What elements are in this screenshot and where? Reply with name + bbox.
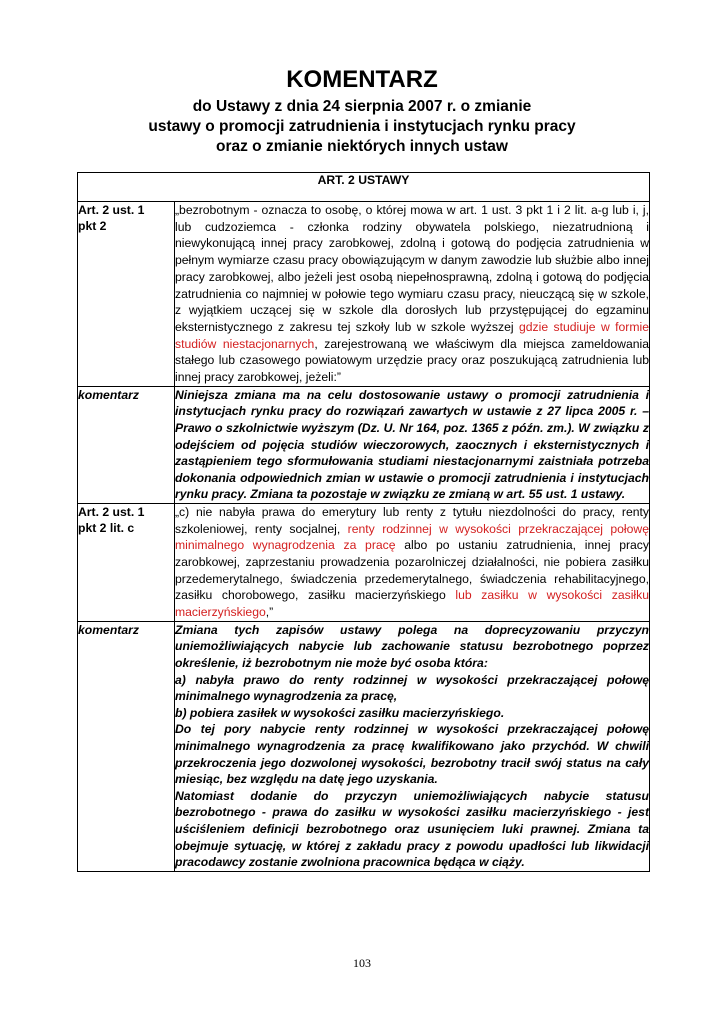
table-row [78, 386, 650, 503]
subtitle-line: ustawy o promocji zatrudnienia i instytucjach rynku pracy [148, 118, 576, 135]
amended-text: lub zasiłku w wysokości zasiłku macierzyńskiego [175, 588, 649, 620]
table-heading: ART. 2 USTAWY [78, 173, 650, 202]
table-row [78, 202, 650, 387]
article-text-part: „bezrobotnym - oznacza to osobę, o której mowa w art. 1 ust. 3 pkt 1 i 2 lit. a-g lub i, j, lub cudzoziemca - członka rodziny obywatela polskiego, niezatrudnioną i niewykonującą innej pracy zarobkowej, zdolną i gotową do podjęcia zatrudnienia w pełnym wymiarze czasu pracy obowiązującym w danym zawodzie lub służbie albo innej pracy zarobkowej, albo jeżeli jest osobą niepełnosprawną, zdolną i gotową do podjęcia zatrudnienia co najmniej w połowie tego wymiaru czasu pracy, nieuczącą się w szkole, z wyjątkiem uczącej się w szkole dla dorosłych lub przystępującej do egzaminu eksternistycznego z zakresu tej szkoły lub w szkole wyższej [175, 203, 649, 334]
comment-paragraph: Natomiast dodanie do przyczyn uniemożliwiających nabycie statusu bezrobotnego - prawa do zasiłku w wysokości zasiłku macierzyńskiego - jest uściśleniem definicji bezrobotnego oraz usunięciem luki prawnej. Zmiana ta obejmuje sytuację, w której z zakładu pracy z powodu upadłości lub likwidacji pracodawcy zostanie zwolniona pracownica będąca w ciąży. [175, 788, 649, 870]
document-subtitle [0, 97, 724, 157]
article-reference-line: pkt 2 [78, 219, 107, 234]
table-row [78, 503, 650, 621]
article-text [175, 503, 650, 621]
article-text-part: albo po ustaniu zatrudnienia, innej pracy zarobkowej, zaprzestaniu prowadzenia pozarolniczej działalności, nie pobiera zasiłku przedemerytalnego, świadczenia przedemerytalnego, świadczenia rehabilitacyjnego, zasiłku chorobowego, zasiłku macierzyńskiego [175, 538, 649, 603]
article-reference [78, 503, 175, 621]
comment-list-item: a) nabyła prawo do renty rodzinnej w wysokości przekraczającej połowę minimalnego wynagrodzenia za pracę, [175, 672, 649, 704]
article-text [175, 202, 650, 387]
comment-label: komentarz [78, 386, 175, 503]
article-text-part: , zarejestrowaną we właściwym dla miejsca zameldowania stałego lub czasowego powiatowym urzędzie pracy oraz poszukującą zatrudnienia lub innej pracy zarobkowej, jeżeli:” [175, 336, 649, 385]
subtitle-line: oraz o zmianie niektórych innych ustaw [216, 138, 508, 155]
article-reference [78, 202, 175, 387]
commentary-table [77, 172, 650, 872]
comment-paragraph: Zmiana tych zapisów ustawy polega na doprecyzowaniu przyczyn uniemożliwiających nabycie lub zachowanie statusu bezrobotnego poprzez określenie, iż bezrobotnym nie może być osoba która: [175, 622, 649, 670]
page-number: 103 [353, 956, 371, 970]
document-title: KOMENTARZ [286, 66, 438, 93]
table-heading-row [78, 173, 650, 202]
article-reference-line: pkt 2 lit. c [78, 521, 135, 536]
amended-text: renty rodzinnej w wysokości przekraczającej połowę minimalnego wynagrodzenia za pracę [175, 521, 649, 553]
comment-paragraph: Do tej pory nabycie renty rodzinnej w wysokości przekraczającej połowę minimalnego wynagrodzenia za pracę kwalifikowano jako przychód. W chwili przekroczenia jego dozwolonej wysokości, bezrobotny tracił swój status na cały miesiąc, bez względu na datę jego uzyskania. [175, 722, 649, 787]
amended-text: gdzie studiuje w formie studiów niestacjonarnych [175, 319, 650, 351]
article-reference-line: Art. 2 ust. 1 [78, 504, 145, 519]
comment-list-item: b) pobiera zasiłek w wysokości zasiłku macierzyńskiego. [175, 705, 505, 720]
comment-label: komentarz [78, 621, 175, 871]
comment-text: Niniejsza zmiana ma na celu dostosowanie ustawy o promocji zatrudnienia i instytucjach rynku pracy do rozwiązań zawartych w ustawie z 27 lipca 2005 r. – Prawo o szkolnictwie wyższym (Dz. U. Nr 164, poz. 1365 z późn. zm.). W związku z odejściem od pojęcia studiów wieczorowych, zaocznych i eksternistycznych i zastąpieniem tego sformułowania studiami niestacjonarnymi zaistniała potrzeba dokonania odpowiednich zmian w ustawie o promocji zatrudnienia i instytucjach rynku pracy. Zmiana ta pozostaje w związku ze zmianą w art. 55 ust. 1 ustawy. [175, 386, 650, 503]
comment-text [175, 621, 650, 871]
article-text-part: ,” [265, 605, 274, 620]
table-row [78, 621, 650, 871]
article-reference-line: Art. 2 ust. 1 [78, 203, 145, 217]
subtitle-line: do Ustawy z dnia 24 sierpnia 2007 r. o zmianie [192, 98, 532, 115]
article-text-part: „c) nie nabyła prawa do emerytury lub renty z tytułu niezdolności do pracy, renty szkoleniowej, renty socjalnej, [175, 504, 649, 536]
